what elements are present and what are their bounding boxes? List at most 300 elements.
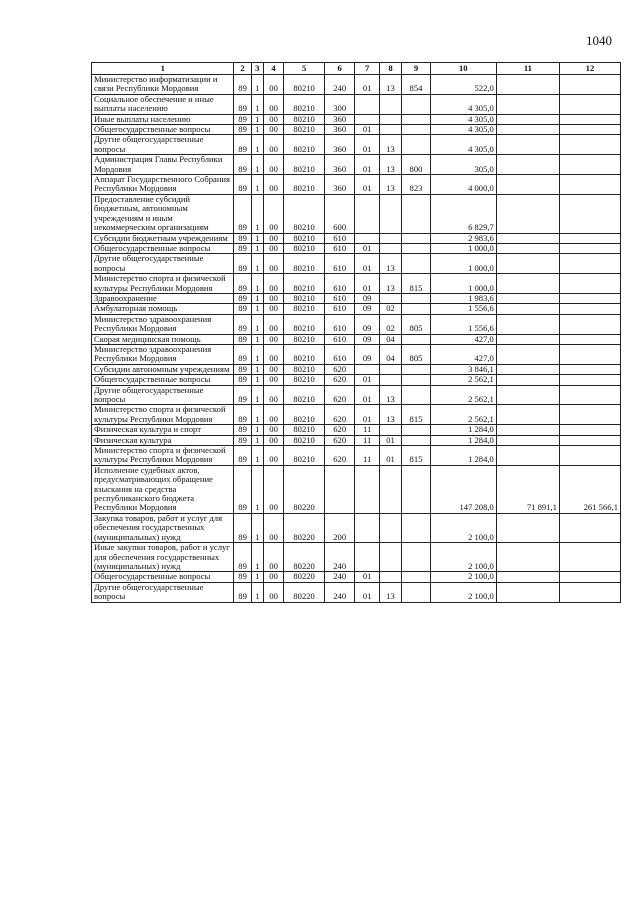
column-header: 8 [379,63,401,75]
program-cell: 1 [251,405,263,425]
column-header: 2 [234,63,251,75]
page-number: 1040 [586,33,612,48]
amount-3-cell [559,125,620,135]
direction-cell: 80210 [284,75,325,95]
section-cell: 01 [355,405,379,425]
admin-code-cell: 89 [234,385,251,405]
expense-type-cell: 610 [324,274,355,294]
row-name-cell: Министерство спорта и физической культуры Республики Мордовия [92,405,234,425]
amount-cell: 2 100,0 [430,572,496,582]
expense-type-cell: 620 [324,405,355,425]
table-row [92,293,621,303]
admin-code-cell: 89 [234,344,251,364]
section-cell: 11 [355,425,379,435]
admin-code-cell: 89 [234,446,251,466]
section-cell: 09 [355,293,379,303]
direction-cell: 80210 [284,344,325,364]
ministry-cell [402,543,430,572]
amount-2-cell [496,233,559,243]
program-cell: 1 [251,446,263,466]
amount-3-cell [559,274,620,294]
row-name-cell: Субсидии автономным учреждениям [92,364,234,374]
ministry-cell [402,385,430,405]
ministry-cell [402,293,430,303]
amount-2-cell [496,446,559,466]
amount-3-cell [559,405,620,425]
ministry-cell: 823 [402,175,430,195]
amount-2-cell [496,344,559,364]
amount-2-cell [496,75,559,95]
admin-code-cell: 89 [234,293,251,303]
expense-type-cell [324,465,355,513]
expense-type-cell: 610 [324,314,355,334]
section-cell: 01 [355,175,379,195]
amount-3-cell [559,334,620,344]
subprogram-cell: 00 [263,425,283,435]
amount-2-cell [496,375,559,385]
admin-code-cell: 89 [234,274,251,294]
program-cell: 1 [251,94,263,114]
table-row [92,75,621,95]
admin-code-cell: 89 [234,114,251,124]
subprogram-cell: 00 [263,94,283,114]
admin-code-cell: 89 [234,364,251,374]
subprogram-cell: 00 [263,194,283,233]
row-name-cell: Общегосударственные вопросы [92,375,234,385]
program-cell: 1 [251,385,263,405]
subsection-cell: 01 [379,446,401,466]
direction-cell: 80220 [284,572,325,582]
amount-2-cell [496,435,559,445]
direction-cell: 80210 [284,243,325,253]
row-name-cell: Другие общегосударственные вопросы [92,135,234,155]
expense-type-cell: 600 [324,194,355,233]
program-cell: 1 [251,155,263,175]
admin-code-cell: 89 [234,155,251,175]
table-row [92,304,621,314]
program-cell: 1 [251,364,263,374]
column-header: 6 [324,63,355,75]
table-row [92,375,621,385]
row-name-cell: Физическая культура [92,435,234,445]
amount-cell: 4 305,0 [430,135,496,155]
subprogram-cell: 00 [263,304,283,314]
amount-3-cell [559,543,620,572]
table-row [92,135,621,155]
expense-type-cell: 610 [324,334,355,344]
row-name-cell: Субсидии бюджетным учреждениям [92,233,234,243]
subsection-cell [379,233,401,243]
direction-cell: 80210 [284,304,325,314]
amount-2-cell [496,155,559,175]
admin-code-cell: 89 [234,125,251,135]
program-cell: 1 [251,543,263,572]
direction-cell: 80220 [284,513,325,542]
direction-cell: 80210 [284,405,325,425]
subprogram-cell: 00 [263,513,283,542]
admin-code-cell: 89 [234,175,251,195]
subprogram-cell: 00 [263,114,283,124]
program-cell: 1 [251,344,263,364]
amount-2-cell [496,274,559,294]
subsection-cell [379,94,401,114]
direction-cell: 80210 [284,435,325,445]
section-cell: 01 [355,155,379,175]
direction-cell: 80220 [284,543,325,572]
amount-3-cell [559,582,620,602]
amount-2-cell [496,125,559,135]
ministry-cell [402,334,430,344]
section-cell: 01 [355,375,379,385]
section-cell: 01 [355,125,379,135]
admin-code-cell: 89 [234,572,251,582]
row-name-cell: Министерство здравоохранения Республики Мордовия [92,344,234,364]
table-header-row [92,63,621,75]
admin-code-cell: 89 [234,304,251,314]
subprogram-cell: 00 [263,334,283,344]
amount-cell: 1 556,6 [430,304,496,314]
ministry-cell: 815 [402,405,430,425]
table-row [92,233,621,243]
section-cell: 09 [355,334,379,344]
amount-cell: 4 305,0 [430,114,496,124]
subsection-cell [379,293,401,303]
program-cell: 1 [251,513,263,542]
subprogram-cell: 00 [263,254,283,274]
amount-2-cell [496,293,559,303]
subsection-cell: 02 [379,314,401,334]
subprogram-cell: 00 [263,375,283,385]
program-cell: 1 [251,572,263,582]
direction-cell: 80220 [284,465,325,513]
direction-cell: 80210 [284,175,325,195]
program-cell: 1 [251,425,263,435]
section-cell [355,233,379,243]
amount-cell: 6 829,7 [430,194,496,233]
amount-2-cell [496,364,559,374]
program-cell: 1 [251,375,263,385]
table-row [92,155,621,175]
amount-cell: 2 100,0 [430,582,496,602]
direction-cell: 80210 [284,233,325,243]
ministry-cell [402,425,430,435]
row-name-cell: Иные закупки товаров, работ и услуг для обеспечения государственных (муниципальных) нужд [92,543,234,572]
amount-cell: 1 000,0 [430,254,496,274]
direction-cell: 80210 [284,274,325,294]
program-cell: 1 [251,114,263,124]
subsection-cell [379,513,401,542]
subsection-cell: 13 [379,175,401,195]
row-name-cell: Исполнение судебных актов, предусматривающих обращение взыскания на средства республиканского бюджета Республики Мордовия [92,465,234,513]
table-row [92,194,621,233]
ministry-cell [402,435,430,445]
column-header: 12 [559,63,620,75]
row-name-cell: Другие общегосударственные вопросы [92,254,234,274]
amount-cell: 522,0 [430,75,496,95]
subsection-cell [379,194,401,233]
row-name-cell: Министерство информатизации и связи Республики Мордовия [92,75,234,95]
expense-type-cell: 240 [324,582,355,602]
admin-code-cell: 89 [234,465,251,513]
ministry-cell [402,254,430,274]
amount-cell: 427,0 [430,334,496,344]
amount-3-cell [559,446,620,466]
amount-3-cell: 261 566,1 [559,465,620,513]
subsection-cell: 02 [379,304,401,314]
program-cell: 1 [251,175,263,195]
row-name-cell: Амбулаторная помощь [92,304,234,314]
amount-cell: 427,0 [430,344,496,364]
amount-3-cell [559,243,620,253]
program-cell: 1 [251,125,263,135]
table-row [92,274,621,294]
section-cell: 11 [355,446,379,466]
amount-2-cell [496,334,559,344]
amount-3-cell [559,114,620,124]
subsection-cell [379,114,401,124]
table-row [92,243,621,253]
section-cell: 11 [355,435,379,445]
direction-cell: 80210 [284,425,325,435]
subsection-cell: 13 [379,274,401,294]
expense-type-cell: 620 [324,425,355,435]
subprogram-cell: 00 [263,344,283,364]
subprogram-cell: 00 [263,243,283,253]
program-cell: 1 [251,465,263,513]
program-cell: 1 [251,274,263,294]
table-row [92,175,621,195]
admin-code-cell: 89 [234,543,251,572]
amount-cell: 4 305,0 [430,94,496,114]
program-cell: 1 [251,75,263,95]
amount-2-cell [496,314,559,334]
table-row [92,314,621,334]
program-cell: 1 [251,254,263,274]
admin-code-cell: 89 [234,94,251,114]
row-name-cell: Другие общегосударственные вопросы [92,385,234,405]
amount-3-cell [559,135,620,155]
amount-3-cell [559,375,620,385]
section-cell: 09 [355,344,379,364]
section-cell [355,194,379,233]
amount-cell: 4 000,0 [430,175,496,195]
admin-code-cell: 89 [234,243,251,253]
column-header: 9 [402,63,430,75]
amount-cell: 1 284,0 [430,425,496,435]
amount-2-cell [496,243,559,253]
expense-type-cell: 620 [324,385,355,405]
ministry-cell: 815 [402,274,430,294]
subsection-cell [379,364,401,374]
section-cell: 09 [355,314,379,334]
ministry-cell: 815 [402,446,430,466]
ministry-cell [402,194,430,233]
amount-cell: 1 556,6 [430,314,496,334]
row-name-cell: Общегосударственные вопросы [92,125,234,135]
amount-cell: 2 983,6 [430,233,496,243]
subsection-cell [379,243,401,253]
table-row [92,435,621,445]
subprogram-cell: 00 [263,364,283,374]
subprogram-cell: 00 [263,582,283,602]
column-header: 11 [496,63,559,75]
subprogram-cell: 00 [263,435,283,445]
ministry-cell [402,94,430,114]
amount-3-cell [559,175,620,195]
amount-2-cell [496,385,559,405]
amount-3-cell [559,75,620,95]
direction-cell: 80210 [284,385,325,405]
subsection-cell [379,425,401,435]
direction-cell: 80210 [284,125,325,135]
subprogram-cell: 00 [263,314,283,334]
amount-2-cell: 71 891,1 [496,465,559,513]
expense-type-cell: 360 [324,135,355,155]
section-cell: 01 [355,385,379,405]
amount-cell: 2 562,1 [430,385,496,405]
table-row [92,446,621,466]
section-cell [355,114,379,124]
amount-2-cell [496,94,559,114]
subprogram-cell: 00 [263,155,283,175]
table-row [92,465,621,513]
column-header: 10 [430,63,496,75]
amount-2-cell [496,582,559,602]
amount-2-cell [496,114,559,124]
amount-cell: 1 284,0 [430,435,496,445]
subprogram-cell: 00 [263,75,283,95]
amount-2-cell [496,175,559,195]
row-name-cell: Министерство спорта и физической культуры Республики Мордовия [92,274,234,294]
row-name-cell: Здравоохранение [92,293,234,303]
direction-cell: 80210 [284,364,325,374]
amount-2-cell [496,513,559,542]
subsection-cell: 13 [379,582,401,602]
admin-code-cell: 89 [234,582,251,602]
subsection-cell: 13 [379,254,401,274]
table-body [92,75,621,603]
subprogram-cell: 00 [263,405,283,425]
subsection-cell: 13 [379,385,401,405]
section-cell: 01 [355,582,379,602]
amount-cell: 2 562,1 [430,375,496,385]
ministry-cell [402,114,430,124]
subprogram-cell: 00 [263,233,283,243]
ministry-cell [402,304,430,314]
ministry-cell [402,582,430,602]
expense-type-cell: 240 [324,543,355,572]
program-cell: 1 [251,435,263,445]
table-row [92,344,621,364]
ministry-cell: 805 [402,314,430,334]
expense-type-cell: 360 [324,125,355,135]
amount-3-cell [559,425,620,435]
section-cell [355,465,379,513]
expense-type-cell: 620 [324,446,355,466]
amount-cell: 147 208,0 [430,465,496,513]
row-name-cell: Предоставление субсидий бюджетным, автономным учреждениям и иным некоммерческим организациям [92,194,234,233]
amount-2-cell [496,543,559,572]
budget-table [91,62,621,603]
amount-2-cell [496,194,559,233]
amount-cell: 1 000,0 [430,274,496,294]
amount-3-cell [559,572,620,582]
amount-cell: 2 100,0 [430,543,496,572]
amount-3-cell [559,94,620,114]
expense-type-cell: 360 [324,155,355,175]
amount-3-cell [559,304,620,314]
subsection-cell: 13 [379,75,401,95]
section-cell [355,94,379,114]
row-name-cell: Общегосударственные вопросы [92,572,234,582]
subprogram-cell: 00 [263,135,283,155]
table-row [92,405,621,425]
amount-3-cell [559,233,620,243]
program-cell: 1 [251,233,263,243]
section-cell: 01 [355,274,379,294]
admin-code-cell: 89 [234,75,251,95]
ministry-cell [402,375,430,385]
program-cell: 1 [251,582,263,602]
subprogram-cell: 00 [263,175,283,195]
column-header: 1 [92,63,234,75]
expense-type-cell: 360 [324,175,355,195]
expense-type-cell: 610 [324,233,355,243]
direction-cell: 80210 [284,254,325,274]
subprogram-cell: 00 [263,385,283,405]
table-row [92,114,621,124]
expense-type-cell: 610 [324,304,355,314]
subsection-cell: 01 [379,435,401,445]
program-cell: 1 [251,194,263,233]
direction-cell: 80210 [284,334,325,344]
table-row [92,334,621,344]
subsection-cell [379,543,401,572]
expense-type-cell: 360 [324,114,355,124]
expense-type-cell: 620 [324,375,355,385]
subsection-cell [379,375,401,385]
amount-cell: 1 983,6 [430,293,496,303]
expense-type-cell: 610 [324,293,355,303]
subprogram-cell: 00 [263,543,283,572]
table-row [92,385,621,405]
subsection-cell: 04 [379,344,401,364]
program-cell: 1 [251,293,263,303]
program-cell: 1 [251,135,263,155]
table-row [92,513,621,542]
amount-cell: 2 562,1 [430,405,496,425]
table-row [92,425,621,435]
amount-2-cell [496,405,559,425]
amount-3-cell [559,194,620,233]
subprogram-cell: 00 [263,572,283,582]
row-name-cell: Министерство здравоохранения Республики Мордовия [92,314,234,334]
amount-cell: 305,0 [430,155,496,175]
admin-code-cell: 89 [234,314,251,334]
amount-3-cell [559,155,620,175]
amount-3-cell [559,513,620,542]
row-name-cell: Другие общегосударственные вопросы [92,582,234,602]
subsection-cell: 13 [379,135,401,155]
expense-type-cell: 200 [324,513,355,542]
ministry-cell: 854 [402,75,430,95]
amount-2-cell [496,304,559,314]
program-cell: 1 [251,304,263,314]
subsection-cell [379,572,401,582]
table-row [92,582,621,602]
admin-code-cell: 89 [234,375,251,385]
table-row [92,94,621,114]
